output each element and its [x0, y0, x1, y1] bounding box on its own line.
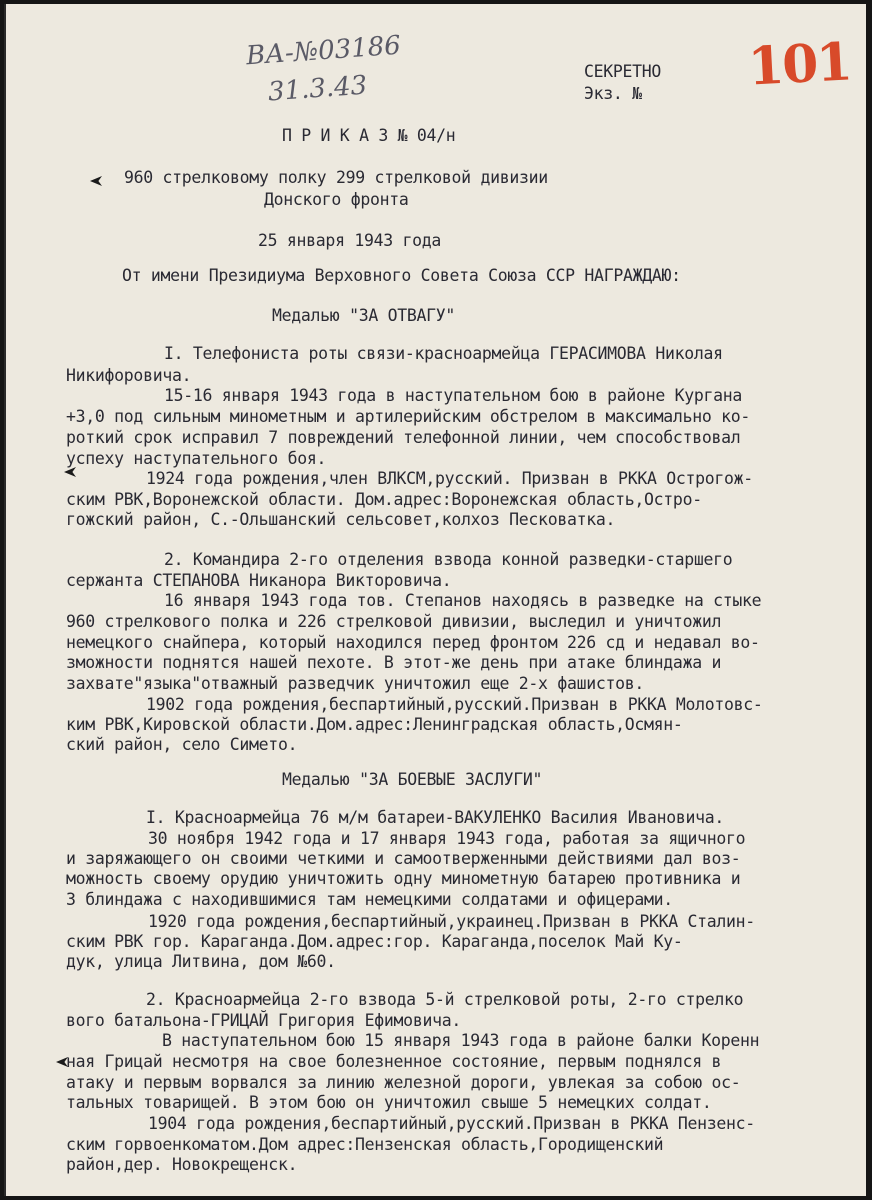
entry-text-line: 1920 года рождения,беспартийный,украинец.Призван в РККА Сталин- [148, 912, 755, 931]
entry-text-line: ским горвоенкоматом.Дом адрес:Пензенская область,Городищенский [66, 1135, 664, 1154]
margin-arrow-mark [64, 467, 76, 477]
entry-text-line: В наступательном бою 15 января 1943 года в районе балки Коренн [162, 1031, 760, 1050]
entry-text-line: I. Красноармейца 76 м/м батареи-ВАКУЛЕНКО Василия Ивановича. [146, 808, 725, 827]
entry-text-line: +3,0 под сильным минометным и артилерийским обстрелом в максимально ко- [66, 407, 751, 426]
entry-text-line: успеху наступательного боя. [66, 449, 327, 468]
entry-text-line: ная Грицай несмотря на свое болезненное состояние, первым поднялся в [66, 1052, 722, 1071]
document-page [4, 4, 866, 1196]
entry-text-line: 15-16 января 1943 года в наступательном бою в районе Кургана [164, 386, 743, 405]
entry-text-line: сержанта СТЕПАНОВА Никанора Викторовича. [66, 571, 452, 590]
entry-text-line: гожский район, С.-Ольшанский сельсовет,колхоз Песковатка. [66, 510, 616, 529]
entry-text-line: 16 января 1943 года тов. Степанов находясь в разведке на стыке [164, 591, 762, 610]
entry-text-line: вого батальона-ГРИЦАЙ Григория Ефимовича. [66, 1011, 461, 1030]
entry-text-line: роткий срок исправил 7 повреждений телефонной линии, чем способствовал [66, 428, 741, 447]
entry-text-line: и заряжающего он своими четкими и самоотверженными действиями дал воз- [66, 849, 741, 868]
entry-text-line: дук, улица Литвина, дом №60. [66, 952, 336, 971]
entry-text-line: 30 ноября 1942 года и 17 января 1943 года, работая за ящичного [148, 829, 746, 848]
entry-text-line: ским РВК гор. Караганда.Дом.адрес:гор. Караганда,поселок Май Ку- [66, 932, 683, 951]
entry-text-line: 1924 года рождения,член ВЛКСМ,русский. Призван в РККА Острогож- [146, 469, 753, 488]
entry-text-line: 1904 года рождения,беспартийный,русский.Призван в РККА Пензенс- [148, 1114, 755, 1133]
entry-text-line: немецкого снайпера, который находился перед фронтом 226 сд и недавал во- [66, 633, 760, 652]
entry-text-line: ский район, село Симето. [66, 735, 298, 754]
secret-stamp: СЕКРЕТНО [584, 62, 662, 81]
entry-text-line: Никифоровича. [66, 366, 192, 385]
unit-line-1: 960 стрелковому полку 299 стрелковой дивизии [124, 168, 548, 187]
copy-number-label: Экз. № [584, 84, 642, 103]
entry-text-line: атаку и первым ворвался за линию железной дороги, увлекая за собою ос- [66, 1073, 741, 1092]
entry-text-line: захвате"языка"отважный разведчик уничтожил еще 2-х фашистов. [66, 674, 645, 693]
entry-text-line: тальных товарищей. В этом бою он уничтожил свыше 5 немецких солдат. [66, 1093, 712, 1112]
entry-text-line: район,дер. Новокрещенск. [66, 1155, 298, 1174]
entry-text-line: 960 стрелкового полка и 226 стрелковой дивизии, выследил и уничтожил [66, 612, 722, 631]
award-preamble: От имени Президиума Верховного Совета Союза ССР НАГРАЖДАЮ: [122, 266, 681, 285]
folio-number: 101 [746, 31, 853, 98]
entry-text-line: 2. Командира 2-го отделения взвода конной разведки-старшего [164, 550, 733, 569]
entry-text-line: I. Телефониста роты связи-красноармейца ГЕРАСИМОВА Николая [164, 344, 723, 363]
section-heading-za-otvagu: Медалью "ЗА ОТВАГУ" [272, 306, 456, 325]
entry-text-line: 3 блиндажа с находившимися там немецкими солдатами и офицерами. [66, 890, 673, 909]
entry-text-line: зможности поднятся нашей пехоте. В этот-же день при атаке блиндажа и [66, 653, 722, 672]
margin-arrow-mark [90, 176, 102, 186]
entry-text-line: можность своему орудию уничтожить одну минометную батарею противника и [66, 869, 741, 888]
entry-text-line: ким РВК,Кировской области.Дом.адрес:Ленинградская область,Осмян- [66, 715, 683, 734]
order-title: П Р И К А З № 04/н [282, 126, 456, 145]
entry-text-line: ским РВК,Воронежской области. Дом.адрес:Воронежская область,Остро- [66, 490, 702, 509]
entry-text-line: 2. Красноармейца 2-го взвода 5-й стрелковой роты, 2-го стрелко [146, 990, 744, 1009]
order-date: 25 января 1943 года [258, 231, 442, 250]
entry-text-line: 1902 года рождения,беспартийный,русский.Призван в РККА Молотовс- [146, 695, 763, 714]
section-heading-za-boevye-zaslugi: Медалью "ЗА БОЕВЫЕ ЗАСЛУГИ" [282, 770, 543, 789]
pencil-reference-note: ВА-№03186 [245, 30, 402, 72]
pencil-date-note: 31.3.43 [267, 70, 369, 108]
unit-line-2: Донского фронта [264, 190, 409, 209]
